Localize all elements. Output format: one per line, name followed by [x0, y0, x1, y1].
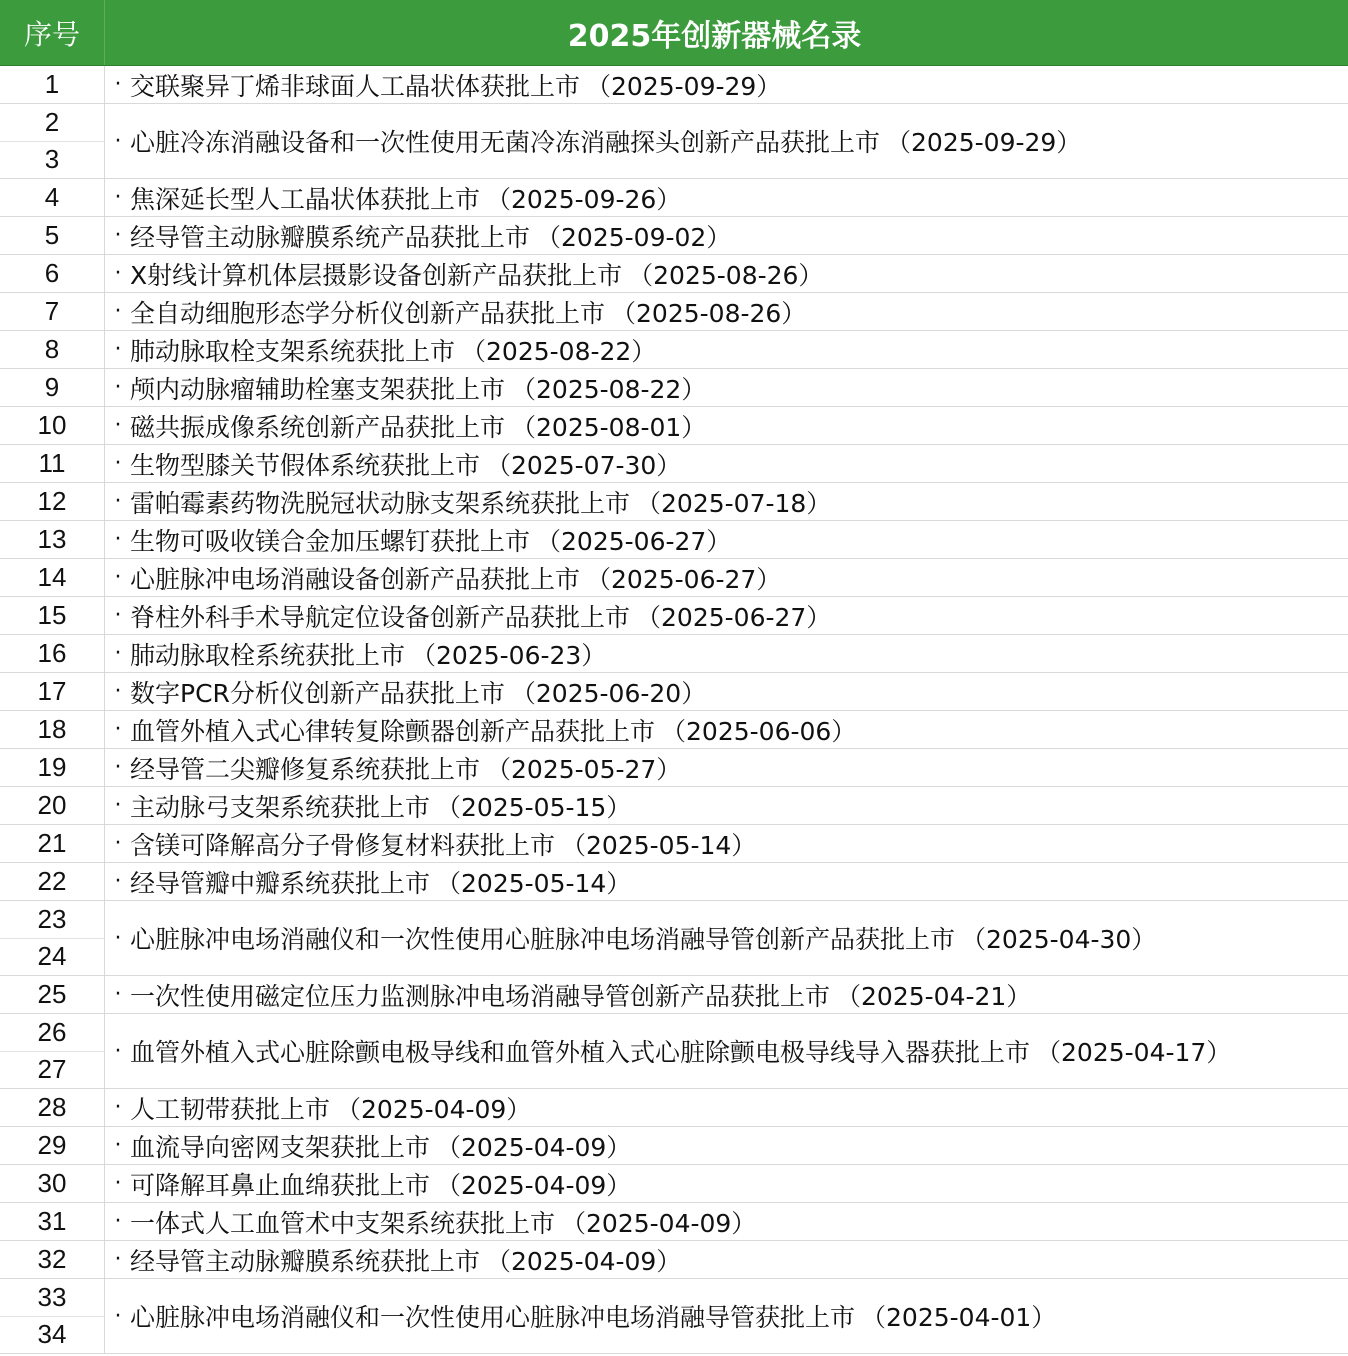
- item-date: （2025-06-06）: [661, 716, 857, 746]
- row-number: 6: [44, 258, 60, 288]
- item-date: （2025-04-09）: [436, 1170, 632, 1200]
- item-text: X射线计算机体层摄影设备创新产品获批上市: [130, 260, 623, 290]
- row-number-cell[interactable]: [0, 331, 105, 368]
- table-row[interactable]: [0, 331, 1348, 369]
- item-text: 可降解耳鼻止血绵获批上市: [130, 1170, 431, 1200]
- table-row[interactable]: [0, 711, 1348, 749]
- item-text: 血管外植入式心脏除颤电极导线和血管外植入式心脏除颤电极导线导入器获批上市: [130, 1038, 1031, 1067]
- item-cell[interactable]: [105, 445, 1348, 482]
- row-number-cell[interactable]: [0, 1279, 105, 1353]
- item-date: （2025-08-26）: [611, 298, 807, 328]
- row-number-cell[interactable]: [0, 1241, 105, 1278]
- item-date: （2025-05-27）: [486, 754, 682, 784]
- item-date: （2025-04-09）: [436, 1132, 632, 1162]
- table-row[interactable]: [0, 825, 1348, 863]
- item-date: （2025-04-30）: [961, 925, 1157, 954]
- table-row[interactable]: [0, 483, 1348, 521]
- bullet-icon: ·: [114, 755, 122, 780]
- item-cell[interactable]: [105, 1089, 1348, 1126]
- bullet-icon: ·: [114, 565, 122, 590]
- item-text: 数字PCR分析仪创新产品获批上市: [130, 678, 505, 708]
- table-row[interactable]: [0, 179, 1348, 217]
- item-date: （2025-04-09）: [486, 1246, 682, 1276]
- table-row[interactable]: [0, 976, 1348, 1014]
- table-row[interactable]: [0, 217, 1348, 255]
- item-text: 交联聚异丁烯非球面人工晶状体获批上市: [130, 71, 581, 101]
- row-number-cell[interactable]: [0, 445, 105, 482]
- bullet-icon: ·: [114, 223, 122, 248]
- bullet-icon: ·: [114, 717, 122, 742]
- row-number-cell[interactable]: [0, 1165, 105, 1202]
- row-number: 8: [44, 334, 60, 364]
- item-text: 肺动脉取栓支架系统获批上市: [130, 336, 456, 366]
- bullet-icon: ·: [114, 337, 122, 362]
- bullet-icon: ·: [114, 679, 122, 704]
- row-number-cell[interactable]: [0, 597, 105, 634]
- header-title-cell[interactable]: 2025年创新器械名录: [567, 18, 862, 54]
- row-number: 25: [37, 979, 67, 1009]
- row-number: 16: [37, 638, 67, 668]
- item-date: （2025-04-09）: [336, 1094, 532, 1124]
- row-number: 26: [37, 1016, 67, 1047]
- row-number-cell[interactable]: [0, 976, 105, 1013]
- item-date: （2025-08-26）: [628, 260, 824, 290]
- row-number-cell[interactable]: [0, 863, 105, 900]
- bullet-icon: ·: [114, 793, 122, 818]
- item-text: 一体式人工血管术中支架系统获批上市: [130, 1208, 556, 1238]
- bullet-icon: ·: [114, 925, 122, 951]
- item-cell[interactable]: [105, 217, 1348, 254]
- item-date: （2025-08-22）: [461, 336, 657, 366]
- item-text: 全自动细胞形态学分析仪创新产品获批上市: [130, 298, 606, 328]
- item-date: （2025-07-18）: [636, 488, 832, 518]
- table-row[interactable]: [0, 1014, 1348, 1089]
- row-number: 11: [38, 448, 66, 478]
- table-header: [0, 0, 1348, 66]
- item-cell[interactable]: [105, 179, 1348, 216]
- table-row[interactable]: [0, 104, 1348, 179]
- item-date: （2025-05-14）: [436, 868, 632, 898]
- row-number-cell[interactable]: [0, 559, 105, 596]
- row-number: 27: [0, 1051, 104, 1089]
- item-text: 血管外植入式心律转复除颤器创新产品获批上市: [130, 716, 656, 746]
- bullet-icon: ·: [114, 1133, 122, 1158]
- table-row[interactable]: [0, 635, 1348, 673]
- row-number: 33: [37, 1281, 67, 1312]
- item-date: （2025-04-21）: [836, 981, 1032, 1011]
- row-number: 10: [37, 410, 67, 440]
- item-text: 心脏脉冲电场消融仪和一次性使用心脏脉冲电场消融导管获批上市: [130, 1303, 856, 1332]
- table-row[interactable]: [0, 369, 1348, 407]
- item-cell[interactable]: [105, 1203, 1348, 1240]
- item-date: （2025-04-01）: [861, 1303, 1057, 1332]
- table-row[interactable]: [0, 749, 1348, 787]
- row-number: 17: [37, 676, 67, 706]
- item-text: 血流导向密网支架获批上市: [130, 1132, 431, 1162]
- row-number-cell[interactable]: [0, 104, 105, 178]
- item-date: （2025-09-26）: [486, 184, 682, 214]
- item-text: 经导管瓣中瓣系统获批上市: [130, 868, 431, 898]
- item-cell[interactable]: [105, 825, 1348, 862]
- row-number: 31: [37, 1206, 67, 1236]
- table-row[interactable]: [0, 293, 1348, 331]
- row-number-cell[interactable]: [0, 749, 105, 786]
- item-cell[interactable]: [105, 901, 1348, 975]
- item-cell[interactable]: [105, 521, 1348, 558]
- row-number: 22: [37, 866, 67, 896]
- row-number: 24: [0, 938, 104, 976]
- row-number: 28: [37, 1092, 67, 1122]
- item-cell[interactable]: [105, 673, 1348, 710]
- item-date: （2025-09-29）: [586, 71, 782, 101]
- bullet-icon: ·: [114, 261, 122, 286]
- bullet-icon: ·: [114, 299, 122, 324]
- item-text: 磁共振成像系统创新产品获批上市: [130, 412, 506, 442]
- item-cell[interactable]: [105, 1127, 1348, 1164]
- item-date: （2025-09-29）: [886, 128, 1082, 157]
- row-number-cell[interactable]: [0, 179, 105, 216]
- row-number-cell[interactable]: [0, 1203, 105, 1240]
- bullet-icon: ·: [114, 982, 122, 1007]
- item-cell[interactable]: [105, 559, 1348, 596]
- bullet-icon: ·: [114, 128, 122, 154]
- item-cell[interactable]: [105, 787, 1348, 824]
- table-row[interactable]: [0, 1203, 1348, 1241]
- row-number: 2: [44, 106, 60, 137]
- table-row[interactable]: [0, 1241, 1348, 1279]
- row-number: 12: [37, 486, 67, 516]
- row-number-cell[interactable]: [0, 1014, 105, 1088]
- item-cell[interactable]: [105, 863, 1348, 900]
- table-row[interactable]: [0, 787, 1348, 825]
- item-text: 一次性使用磁定位压力监测脉冲电场消融导管创新产品获批上市: [130, 981, 831, 1011]
- item-cell[interactable]: [105, 635, 1348, 672]
- item-date: （2025-06-27）: [536, 526, 732, 556]
- row-number-cell[interactable]: [0, 293, 105, 330]
- item-text: 脊柱外科手术导航定位设备创新产品获批上市: [130, 602, 631, 632]
- table-row[interactable]: [0, 559, 1348, 597]
- row-number-cell[interactable]: [0, 635, 105, 672]
- table-row[interactable]: [0, 1165, 1348, 1203]
- bullet-icon: ·: [114, 489, 122, 514]
- item-date: （2025-04-09）: [561, 1208, 757, 1238]
- bullet-icon: ·: [114, 527, 122, 552]
- item-text: 经导管主动脉瓣膜系统获批上市: [130, 1246, 481, 1276]
- bullet-icon: ·: [114, 603, 122, 628]
- row-number: 34: [0, 1316, 104, 1354]
- table-row[interactable]: [0, 863, 1348, 901]
- item-cell[interactable]: [105, 711, 1348, 748]
- table-row[interactable]: [0, 255, 1348, 293]
- item-cell[interactable]: [105, 407, 1348, 444]
- table-row[interactable]: [0, 901, 1348, 976]
- item-text: 经导管二尖瓣修复系统获批上市: [130, 754, 481, 784]
- item-date: （2025-06-27）: [636, 602, 832, 632]
- item-cell[interactable]: [105, 1014, 1348, 1088]
- header-number-cell[interactable]: 序号: [0, 0, 105, 65]
- table-row[interactable]: [0, 673, 1348, 711]
- bullet-icon: ·: [114, 1247, 122, 1272]
- bullet-icon: ·: [114, 641, 122, 666]
- bullet-icon: ·: [114, 1038, 122, 1064]
- item-text: 颅内动脉瘤辅助栓塞支架获批上市: [130, 374, 506, 404]
- row-number-cell[interactable]: [0, 787, 105, 824]
- table-row[interactable]: [0, 521, 1348, 559]
- item-date: （2025-06-23）: [411, 640, 607, 670]
- row-number: 3: [0, 141, 104, 179]
- row-number: 19: [37, 752, 67, 782]
- row-number-cell[interactable]: [0, 217, 105, 254]
- row-number: 21: [37, 828, 67, 858]
- row-number: 20: [37, 790, 67, 820]
- table-row[interactable]: [0, 1279, 1348, 1354]
- row-number-cell[interactable]: [0, 255, 105, 292]
- row-number: 32: [37, 1244, 67, 1274]
- row-number: 4: [44, 182, 60, 212]
- row-number-cell[interactable]: [0, 673, 105, 710]
- row-number: 7: [44, 296, 60, 326]
- row-number: 1: [44, 69, 60, 99]
- row-number-cell[interactable]: [0, 1127, 105, 1164]
- row-number-cell[interactable]: [0, 369, 105, 406]
- item-date: （2025-06-27）: [586, 564, 782, 594]
- row-number-cell[interactable]: [0, 483, 105, 520]
- item-text: 心脏脉冲电场消融设备创新产品获批上市: [130, 564, 581, 594]
- bullet-icon: ·: [114, 869, 122, 894]
- table-row[interactable]: [0, 407, 1348, 445]
- bullet-icon: ·: [114, 1095, 122, 1120]
- item-cell[interactable]: [105, 293, 1348, 330]
- row-number: 13: [37, 524, 67, 554]
- row-number: 15: [37, 600, 67, 630]
- bullet-icon: ·: [114, 185, 122, 210]
- table-row[interactable]: [0, 445, 1348, 483]
- item-cell[interactable]: [105, 1241, 1348, 1278]
- item-cell[interactable]: [105, 104, 1348, 178]
- item-date: （2025-06-20）: [510, 678, 707, 708]
- table-row[interactable]: [0, 66, 1348, 104]
- item-date: （2025-07-30）: [486, 450, 682, 480]
- row-number: 23: [37, 903, 67, 934]
- item-text: 人工韧带获批上市: [130, 1094, 331, 1124]
- item-cell[interactable]: [105, 597, 1348, 634]
- item-cell[interactable]: [105, 1279, 1348, 1353]
- row-number-cell[interactable]: [0, 825, 105, 862]
- row-number: 9: [44, 372, 60, 402]
- item-cell[interactable]: [105, 1165, 1348, 1202]
- item-cell[interactable]: [105, 749, 1348, 786]
- row-number-cell[interactable]: [0, 1089, 105, 1126]
- item-cell[interactable]: [105, 976, 1348, 1013]
- item-date: （2025-05-14）: [561, 830, 757, 860]
- row-number: 14: [37, 562, 67, 592]
- item-text: 雷帕霉素药物洗脱冠状动脉支架系统获批上市: [130, 488, 631, 518]
- bullet-icon: ·: [114, 451, 122, 476]
- item-cell[interactable]: [105, 483, 1348, 520]
- row-number-cell[interactable]: [0, 407, 105, 444]
- row-number-cell[interactable]: [0, 711, 105, 748]
- item-cell[interactable]: [105, 369, 1348, 406]
- row-number: 30: [37, 1168, 67, 1198]
- item-date: （2025-05-15）: [436, 792, 632, 822]
- item-text: 经导管主动脉瓣膜系统产品获批上市: [130, 222, 531, 252]
- row-number: 29: [37, 1130, 67, 1160]
- row-number-cell[interactable]: [0, 901, 105, 975]
- item-text: 主动脉弓支架系统获批上市: [130, 792, 431, 822]
- bullet-icon: ·: [114, 72, 122, 97]
- item-cell[interactable]: [105, 66, 1348, 103]
- bullet-icon: ·: [114, 831, 122, 856]
- item-text: 心脏脉冲电场消融仪和一次性使用心脏脉冲电场消融导管创新产品获批上市: [130, 925, 956, 954]
- item-text: 心脏冷冻消融设备和一次性使用无菌冷冻消融探头创新产品获批上市: [130, 128, 881, 157]
- item-text: 生物可吸收镁合金加压螺钉获批上市: [130, 526, 531, 556]
- item-text: 肺动脉取栓系统获批上市: [130, 640, 406, 670]
- bullet-icon: ·: [114, 1209, 122, 1234]
- table-body: [0, 66, 1348, 1354]
- row-number-cell[interactable]: [0, 521, 105, 558]
- item-date: （2025-08-22）: [511, 374, 707, 404]
- item-text: 焦深延长型人工晶状体获批上市: [130, 184, 481, 214]
- row-number: 18: [37, 714, 67, 744]
- table-row[interactable]: [0, 597, 1348, 635]
- bullet-icon: ·: [114, 375, 122, 400]
- item-text: 含镁可降解高分子骨修复材料获批上市: [130, 830, 556, 860]
- bullet-icon: ·: [114, 1303, 122, 1329]
- row-number-cell[interactable]: [0, 66, 105, 103]
- item-date: （2025-09-02）: [536, 222, 732, 252]
- table-row[interactable]: [0, 1089, 1348, 1127]
- item-date: （2025-04-17）: [1036, 1038, 1232, 1067]
- row-number: 5: [44, 220, 60, 250]
- item-date: （2025-08-01）: [511, 412, 707, 442]
- bullet-icon: ·: [114, 1171, 122, 1196]
- table-row[interactable]: [0, 1127, 1348, 1165]
- item-text: 生物型膝关节假体系统获批上市: [130, 450, 481, 480]
- item-cell[interactable]: [105, 255, 1348, 292]
- bullet-icon: ·: [114, 413, 122, 438]
- item-cell[interactable]: [105, 331, 1348, 368]
